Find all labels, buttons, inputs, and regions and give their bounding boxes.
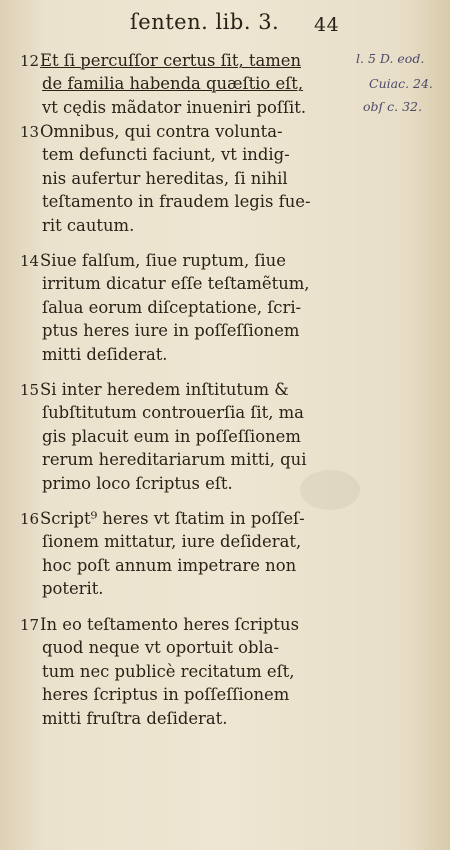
paragraph-number: 15 — [20, 381, 40, 399]
text-line: quod neque vt oportuit obla- — [42, 638, 280, 658]
page-number: 44 — [314, 14, 340, 36]
text-line: gis placuit eum in poſſeſſionem — [42, 426, 301, 446]
margin-note-1: l. 5 D. eod. — [356, 51, 425, 66]
text-line: primo loco ſcriptus eſt. — [42, 473, 233, 493]
text-line: teſtamento in fraudem legis fue- — [42, 192, 311, 212]
paragraph-16 — [20, 507, 350, 601]
text-line: vt cędis mãdator inueniri poſſit. — [42, 97, 307, 117]
text-line: mitti fruſtra deſiderat. — [42, 708, 228, 728]
text-line: 14Siue falſum, ſiue ruptum, ſiue — [20, 249, 350, 272]
paragraph-15 — [20, 378, 350, 495]
text-line: ſalua eorum diſceptatione, ſcri- — [42, 297, 302, 317]
paragraph-14 — [20, 249, 350, 366]
text-line: irritum dicatur eſſe teſtamẽtum, — [42, 274, 310, 294]
margin-note-3: obſ c. 32. — [363, 99, 422, 114]
text-line: 16Script⁹ heres vt ſtatim in poſſeſ- — [20, 507, 350, 530]
paragraph-17 — [20, 613, 350, 730]
text-line: ptus heres iure in poſſeſſionem — [42, 321, 300, 341]
paragraph-number: 13 — [20, 123, 40, 141]
margin-note-2: Cuiac. 24. — [369, 76, 433, 91]
text-line: mitti deſiderat. — [42, 344, 168, 364]
text-line: poterit. — [42, 579, 104, 599]
paragraph-12 — [20, 49, 350, 119]
text-line: 15Si inter heredem inſtitutum & — [20, 378, 350, 401]
text-line: heres ſcriptus in poſſeſſionem — [42, 685, 290, 705]
paragraph-number: 14 — [20, 252, 40, 270]
paragraph-number: 12 — [20, 52, 40, 70]
text-line: 12Et ſi percuſſor certus ſit, tamen — [20, 49, 350, 72]
paragraph-13 — [20, 120, 350, 237]
text-line: tum nec publicè recitatum eſt, — [42, 661, 295, 681]
text-line: hoc poſt annum impetrare non — [42, 555, 297, 575]
text-line: de familia habenda quæſtio eſt, — [42, 74, 304, 94]
text-line: ſubſtitutum controuerſia ſit, ma — [42, 403, 304, 423]
text-line: rerum hereditariarum mitti, qui — [42, 450, 307, 470]
text-line: rit cautum. — [42, 215, 135, 235]
text-line: 17In eo teſtamento heres ſcriptus — [20, 613, 350, 636]
text-line: tem defuncti faciunt, vt indig- — [42, 145, 290, 165]
text-line: ſionem mittatur, iure deſiderat, — [42, 532, 302, 552]
text-line: 13Omnibus, qui contra volunta- — [20, 120, 350, 143]
running-header — [130, 10, 360, 40]
paragraph-number: 17 — [20, 616, 40, 634]
text-line: nis aufertur hereditas, ſi nihil — [42, 168, 288, 188]
paragraph-number: 16 — [20, 510, 40, 528]
running-title: ſenten. lib. 3. — [130, 10, 280, 34]
